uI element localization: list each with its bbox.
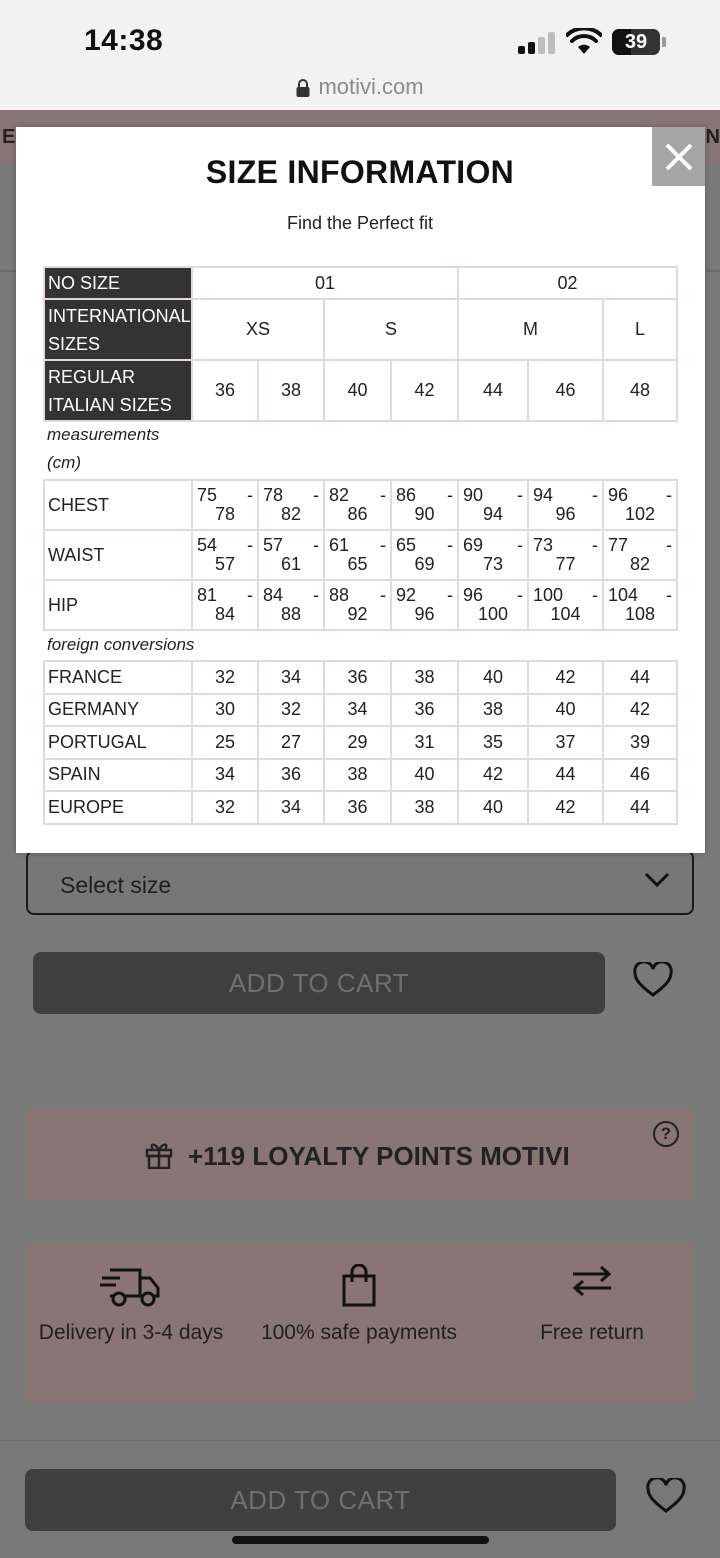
range-min: 54 [197,535,218,555]
intl-size-xs: XS [192,299,324,360]
range-dash: - [313,585,319,605]
range-min: 84 [263,585,284,605]
range-max: 84 [214,604,236,624]
measurement-range-cell [192,580,258,630]
range-dash: - [247,535,253,555]
conversion-size-cell: 38 [391,791,458,824]
chevron-down-icon [644,872,670,888]
battery-icon [612,29,660,55]
delivery-truck-icon [100,1264,162,1308]
size-select[interactable] [26,850,694,915]
range-min: 96 [608,485,629,505]
range-min: 96 [463,585,484,605]
range-dash: - [666,585,672,605]
range-min: 86 [396,485,417,505]
range-dash: - [313,535,319,555]
conversion-size-cell: 36 [391,694,458,727]
range-dash: - [380,485,386,505]
range-max: 78 [214,504,236,524]
measurement-label: WAIST [44,530,192,580]
size-group-02: 02 [458,267,677,299]
italian-size: 46 [528,360,603,421]
conversion-size-cell: 27 [258,726,324,759]
conversion-size-cell: 44 [603,661,677,694]
battery-level: 39 [624,31,648,53]
measurement-row [44,580,677,630]
home-indicator [232,1536,489,1544]
gift-icon [144,1139,174,1169]
promo-strip-left-text: E [2,126,16,148]
battery-nub [662,37,666,47]
measurements-label: measurements (cm) [47,425,160,472]
italian-size: 48 [603,360,677,421]
return-arrows-icon [569,1264,615,1298]
range-max: 90 [414,504,435,524]
measurement-range-cell [258,530,324,580]
italian-size: 38 [258,360,324,421]
range-min: 75 [197,485,218,505]
feature-return-label: Free return [540,1321,644,1344]
loyalty-points-banner[interactable] [26,1108,694,1201]
range-dash: - [247,485,253,505]
range-dash: - [666,535,672,555]
lock-icon [296,79,310,97]
range-max: 69 [414,554,435,574]
measurement-range-cell [258,580,324,630]
conversion-size-cell: 29 [324,726,391,759]
conversion-size-cell: 36 [258,759,324,792]
measurement-range-cell [391,580,458,630]
conversion-size-cell: 38 [458,694,528,727]
conversion-size-cell: 40 [391,759,458,792]
conversion-size-cell: 46 [603,759,677,792]
range-dash: - [517,485,523,505]
measurement-range-cell [458,480,528,530]
italian-size: 36 [192,360,258,421]
range-dash: - [380,535,386,555]
sticky-add-to-cart-button[interactable]: ADD TO CART [25,1469,616,1531]
measurement-range-cell [458,580,528,630]
conversion-size-cell: 34 [258,661,324,694]
range-min: 88 [329,585,350,605]
conversion-size-cell: 37 [528,726,603,759]
range-dash: - [380,585,386,605]
range-min: 81 [197,585,218,605]
conversion-country: PORTUGAL [44,726,192,759]
range-min: 90 [463,485,484,505]
range-max: 57 [214,554,236,574]
feature-delivery-label: Delivery in 3-4 days [38,1321,224,1344]
intl-size-m: M [458,299,603,360]
conversion-size-cell: 40 [458,661,528,694]
conversion-row [44,661,677,694]
range-min: 77 [608,535,629,555]
measurement-range-cell [528,480,603,530]
italian-size: 44 [458,360,528,421]
conversion-row [44,791,677,824]
measurement-range-cell [528,580,603,630]
size-header-table [43,266,678,422]
sticky-wishlist-heart-icon[interactable] [646,1478,686,1514]
conversion-country: EUROPE [44,791,192,824]
range-max: 86 [347,504,368,524]
feature-payments [254,1244,464,1350]
loyalty-points-text: +119 LOYALTY POINTS MOTIVI [188,1141,570,1171]
url-bar[interactable] [0,74,720,100]
conversion-size-cell: 44 [603,791,677,824]
measurement-range-cell [324,530,391,580]
conversion-size-cell: 42 [528,791,603,824]
modal-subtitle: Find the Perfect fit [286,213,434,233]
range-min: 61 [329,535,350,555]
features-panel [26,1244,694,1402]
range-max: 73 [482,554,504,574]
range-dash: - [666,485,672,505]
no-size-label: NO SIZE [44,267,192,299]
range-max: 96 [414,604,435,624]
conversion-row [44,726,677,759]
measurement-row [44,530,677,580]
conversion-country: SPAIN [44,759,192,792]
conversion-country: FRANCE [44,661,192,694]
add-to-cart-button[interactable]: ADD TO CART [33,952,605,1014]
range-min: 94 [533,485,554,505]
conversion-country: GERMANY [44,694,192,727]
range-min: 82 [329,485,350,505]
size-select-placeholder: Select size [60,872,172,898]
range-max: 102 [624,504,656,524]
conversion-size-cell: 44 [528,759,603,792]
wifi-icon [566,28,602,56]
measurements-table [43,479,678,631]
conversion-size-cell: 31 [391,726,458,759]
measurement-range-cell [603,480,677,530]
browser-status-bar [0,0,720,110]
measurement-range-cell [192,480,258,530]
range-min: 78 [263,485,284,505]
size-group-01: 01 [192,267,458,299]
range-dash: - [517,585,523,605]
measurement-range-cell [258,480,324,530]
measurement-range-cell [528,530,603,580]
conversion-size-cell: 39 [603,726,677,759]
range-dash: - [592,485,598,505]
measurement-range-cell [192,530,258,580]
range-dash: - [247,585,253,605]
intl-size-l: L [603,299,677,360]
conversion-size-cell: 32 [192,661,258,694]
feature-payments-label: 100% safe payments [260,1321,458,1344]
measurement-range-cell [458,530,528,580]
conversion-size-cell: 38 [391,661,458,694]
international-sizes-label: INTERNATIONAL SIZES [44,299,192,360]
wishlist-heart-icon[interactable] [633,962,673,998]
range-min: 100 [533,585,564,605]
range-dash: - [313,485,319,505]
italian-sizes-label: REGULAR ITALIAN SIZES [44,360,192,421]
italian-size: 40 [324,360,391,421]
measurement-label: HIP [44,580,192,630]
range-min: 57 [263,535,284,555]
conversion-size-cell: 34 [324,694,391,727]
range-max: 100 [477,604,509,624]
conversions-table [43,660,678,825]
range-dash: - [447,585,453,605]
range-max: 92 [347,604,368,624]
conversion-row [44,759,677,792]
conversion-size-cell: 25 [192,726,258,759]
promo-strip-right-text: N [705,126,720,148]
conversion-size-cell: 38 [324,759,391,792]
measurement-range-cell [603,580,677,630]
italian-size: 42 [391,360,458,421]
range-min: 69 [463,535,484,555]
conversion-size-cell: 34 [192,759,258,792]
range-min: 65 [396,535,417,555]
range-max: 96 [555,504,576,524]
feature-delivery [26,1244,236,1350]
range-max: 82 [280,504,302,524]
range-max: 82 [629,554,651,574]
range-max: 108 [624,604,656,624]
range-max: 77 [555,554,576,574]
range-dash: - [447,535,453,555]
conversion-size-cell: 42 [603,694,677,727]
cellular-signal-icon [518,32,558,54]
intl-size-s: S [324,299,458,360]
range-max: 61 [280,554,302,574]
conversion-size-cell: 32 [258,694,324,727]
measurement-label: CHEST [44,480,192,530]
conversion-size-cell: 42 [528,661,603,694]
range-dash: - [447,485,453,505]
conversion-size-cell: 35 [458,726,528,759]
range-dash: - [592,585,598,605]
conversion-size-cell: 34 [258,791,324,824]
measurement-range-cell [603,530,677,580]
conversion-size-cell: 36 [324,791,391,824]
modal-title: SIZE INFORMATION [205,154,515,190]
measurement-range-cell [391,480,458,530]
conversion-size-cell: 40 [458,791,528,824]
range-max: 104 [550,604,581,624]
range-max: 94 [482,504,504,524]
range-min: 92 [396,585,417,605]
conversion-size-cell: 40 [528,694,603,727]
conversion-size-cell: 36 [324,661,391,694]
range-dash: - [592,535,598,555]
foreign-conversions-label: foreign conversions [47,635,195,654]
shopping-bag-icon [341,1264,377,1308]
help-icon[interactable]: ? [653,1121,679,1147]
feature-return [487,1244,697,1350]
measurement-range-cell [324,480,391,530]
conversion-row [44,694,677,727]
conversion-size-cell: 30 [192,694,258,727]
range-min: 104 [608,585,639,605]
status-time: 14:38 [84,24,164,57]
range-max: 65 [347,554,368,574]
range-max: 88 [280,604,302,624]
measurement-row [44,480,677,530]
conversion-size-cell: 32 [192,791,258,824]
conversion-size-cell: 42 [458,759,528,792]
url-text: motivi.com [318,74,424,99]
range-min: 73 [533,535,554,555]
measurement-range-cell [391,530,458,580]
range-dash: - [517,535,523,555]
measurement-range-cell [324,580,391,630]
